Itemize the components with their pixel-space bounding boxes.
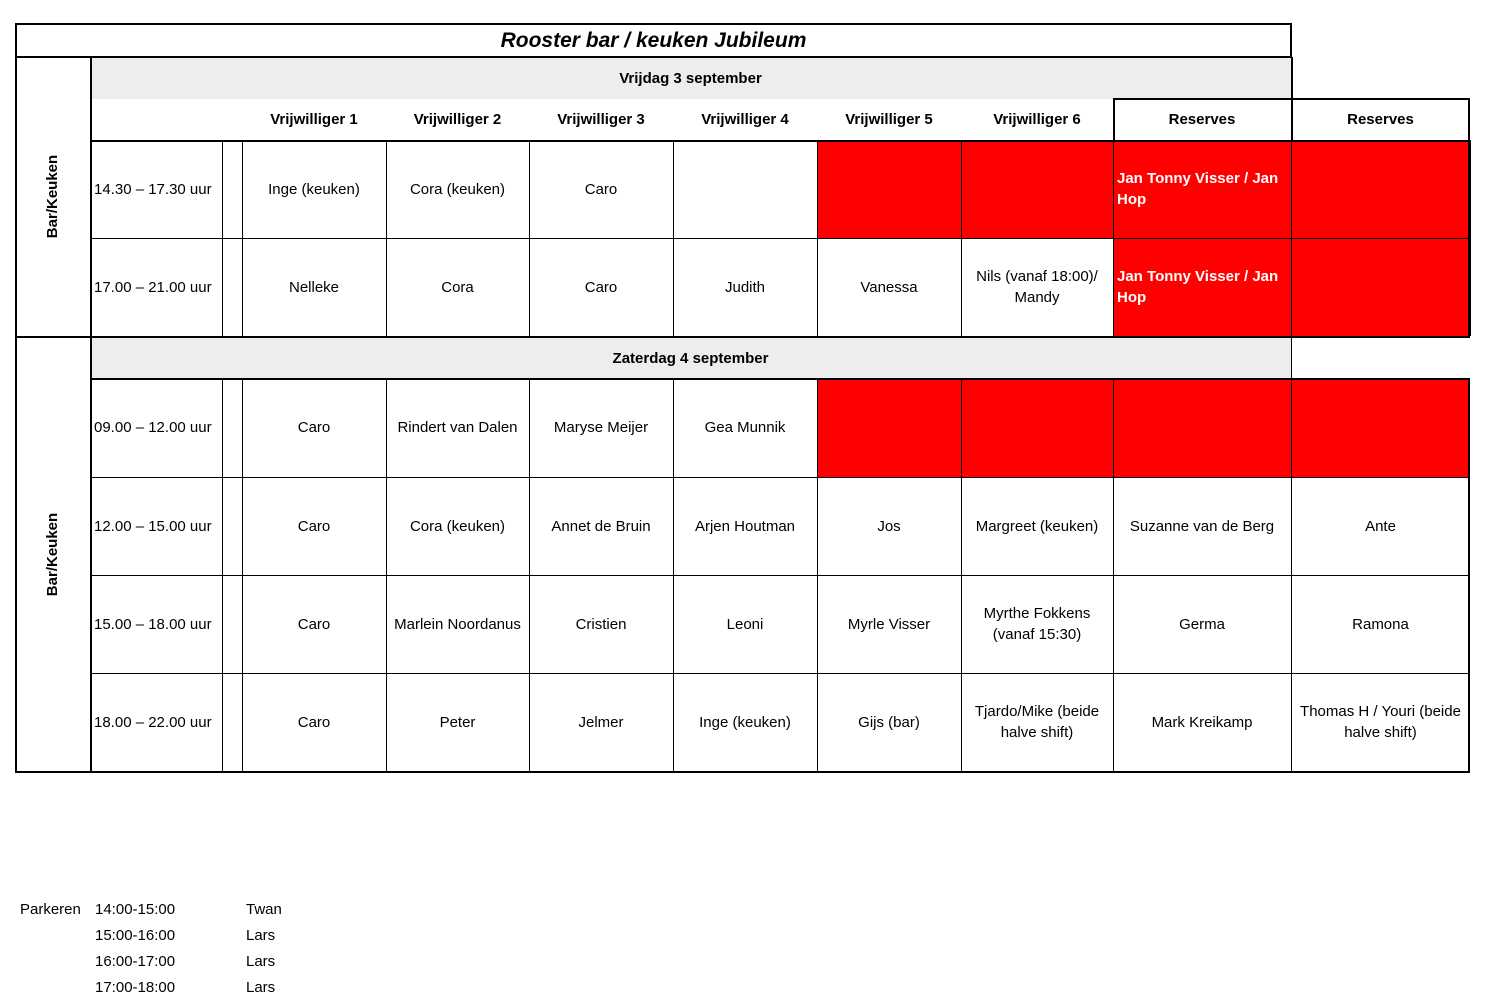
column-header — [1113, 99, 1291, 140]
time-slot-text: 17.00 – 21.00 uur — [94, 278, 212, 296]
day-header-saturday — [90, 338, 1291, 378]
shift-cell — [1113, 477, 1291, 575]
shift-cell — [386, 477, 529, 575]
grid-line — [529, 378, 530, 771]
shift-cell — [1291, 673, 1470, 771]
shift-cell-text: Rindert van Dalen — [397, 419, 518, 436]
shift-cell-text: Caro — [297, 615, 331, 633]
shift-cell-text: Caro — [584, 278, 618, 296]
grid-line — [961, 140, 962, 336]
grid-line — [529, 140, 530, 336]
grid-line — [1113, 98, 1115, 140]
shift-cell-text: Margreet (keuken) — [975, 517, 1099, 535]
shift-cell — [1113, 575, 1291, 673]
shift-cell — [673, 378, 817, 477]
shift-cell-text: Tjardo/Mike (beide halve shift) — [974, 703, 1100, 741]
shift-cell-text: Cora — [441, 278, 474, 296]
shift-cell — [961, 378, 1113, 477]
shift-cell — [673, 477, 817, 575]
grid-line — [222, 378, 223, 771]
shift-cell — [673, 140, 817, 238]
shift-cell-text: Leoni — [726, 615, 764, 633]
grid-line — [1291, 337, 1292, 771]
time-slot-text: 09.00 – 12.00 uur — [94, 419, 212, 436]
shift-cell-text: Thomas H / Youri (beide halve shift) — [1300, 703, 1461, 741]
shift-cell-text: Inge (keuken) — [268, 180, 360, 198]
grid-line — [817, 378, 818, 771]
grid-line — [15, 771, 1470, 773]
shift-cell — [386, 140, 529, 238]
shift-cell-text: Myrle Visser — [847, 615, 931, 633]
shift-cell — [817, 477, 961, 575]
grid-line — [961, 378, 962, 771]
parking-name: Lars — [246, 979, 276, 996]
shift-cell-text: Marlein Noordanus — [394, 615, 521, 633]
parking-name: Twan — [246, 901, 282, 918]
column-header — [1291, 99, 1470, 140]
grid-line — [242, 140, 243, 336]
grid-line — [90, 238, 1470, 239]
shift-cell — [1113, 238, 1291, 336]
shift-cell — [1113, 673, 1291, 771]
parking-label: Parkeren — [20, 901, 81, 918]
shift-cell — [673, 238, 817, 336]
shift-cell-text: Caro — [297, 517, 331, 535]
grid-line — [90, 140, 1470, 142]
shift-cell — [242, 673, 386, 771]
side-label-text: Bar/Keuken — [44, 512, 61, 596]
side-label — [15, 337, 90, 771]
column-header — [961, 99, 1113, 140]
shift-cell — [242, 477, 386, 575]
shift-cell-text: Caro — [584, 180, 618, 198]
day-header-friday-text: Vrijdag 3 september — [619, 70, 762, 87]
grid-line — [242, 378, 243, 771]
shift-cell — [529, 575, 673, 673]
grid-line — [1291, 140, 1292, 336]
shift-cell — [1291, 378, 1470, 477]
shift-cell — [1113, 378, 1291, 477]
shift-cell-text: Myrthe Fokkens (vanaf 15:30) — [983, 605, 1091, 643]
shift-cell — [817, 378, 961, 477]
day-header-friday — [90, 58, 1291, 99]
shift-cell — [529, 238, 673, 336]
shift-cell-text: Jelmer — [578, 713, 624, 731]
parking-name: Lars — [246, 953, 276, 970]
grid-line — [1468, 98, 1470, 338]
column-header — [529, 99, 673, 140]
column-header-text: Vrijwilliger 5 — [845, 111, 933, 128]
column-header — [817, 99, 961, 140]
shift-cell-text: Jan Tonny Visser / Jan Hop — [1117, 268, 1279, 306]
shift-cell-text: Judith — [724, 278, 766, 296]
shift-cell-text: Germa — [1179, 615, 1225, 633]
column-header-text: Vrijwilliger 4 — [701, 111, 789, 128]
grid-line — [1113, 140, 1114, 336]
shift-cell — [242, 140, 386, 238]
shift-cell-text: Ramona — [1352, 615, 1409, 633]
time-slot-text: 12.00 – 15.00 uur — [94, 517, 212, 535]
shift-cell — [673, 673, 817, 771]
shift-cell — [1291, 575, 1470, 673]
shift-cell-text: Jan Tonny Visser / Jan Hop — [1117, 170, 1279, 208]
time-slot — [90, 673, 222, 771]
shift-cell — [529, 140, 673, 238]
shift-cell-text: Cora (keuken) — [409, 180, 506, 198]
parking-time: 15:00-16:00 — [95, 927, 176, 944]
grid-line — [386, 140, 387, 336]
shift-cell-text: Cristien — [575, 615, 627, 633]
column-header — [242, 99, 386, 140]
shift-cell-text: Annet de Bruin — [551, 517, 651, 535]
shift-cell-text: Caro — [297, 713, 331, 731]
column-header-text: Reserves — [1347, 111, 1414, 128]
parking-time: 16:00-17:00 — [95, 953, 176, 970]
shift-cell — [961, 238, 1113, 336]
shift-cell — [529, 673, 673, 771]
parking-name: Lars — [246, 927, 276, 944]
column-header-text: Vrijwilliger 6 — [993, 111, 1081, 128]
grid-line — [673, 140, 674, 336]
title-text: Rooster bar / keuken Jubileum — [500, 28, 807, 52]
grid-line — [817, 140, 818, 336]
grid-line — [1113, 378, 1114, 771]
grid-line — [222, 140, 223, 336]
shift-cell — [817, 140, 961, 238]
time-slot — [90, 575, 222, 673]
time-slot-text: 15.00 – 18.00 uur — [94, 615, 212, 633]
shift-cell — [673, 575, 817, 673]
shift-cell — [961, 140, 1113, 238]
shift-cell — [386, 378, 529, 477]
parking-time: 17:00-18:00 — [95, 979, 176, 996]
shift-cell — [1291, 238, 1470, 336]
column-header-text: Vrijwilliger 3 — [557, 111, 645, 128]
shift-cell — [242, 378, 386, 477]
time-slot — [90, 477, 222, 575]
shift-cell — [529, 378, 673, 477]
parking-time: 14:00-15:00 — [95, 901, 176, 918]
shift-cell — [817, 673, 961, 771]
shift-cell — [242, 575, 386, 673]
column-header — [673, 99, 817, 140]
grid-line — [15, 336, 1470, 338]
grid-line — [90, 477, 1470, 478]
shift-cell-text: Ante — [1365, 517, 1396, 535]
grid-line — [90, 57, 92, 773]
grid-line — [1291, 57, 1293, 140]
grid-line — [90, 673, 1470, 674]
shift-cell-text: Nelleke — [288, 278, 340, 296]
shift-cell — [817, 575, 961, 673]
grid-line — [90, 575, 1470, 576]
shift-cell — [1291, 477, 1470, 575]
shift-cell — [242, 238, 386, 336]
shift-cell — [961, 575, 1113, 673]
time-slot-text: 14.30 – 17.30 uur — [94, 180, 212, 198]
grid-line — [15, 57, 17, 773]
shift-cell — [1291, 140, 1470, 238]
shift-cell — [817, 238, 961, 336]
shift-cell — [386, 238, 529, 336]
shift-cell-text: Maryse Meijer — [553, 419, 649, 436]
shift-cell — [961, 477, 1113, 575]
shift-cell — [386, 575, 529, 673]
grid-line — [673, 378, 674, 771]
shift-cell — [1113, 140, 1291, 238]
side-label-text: Bar/Keuken — [44, 154, 61, 239]
column-header-text: Vrijwilliger 2 — [413, 111, 502, 128]
shift-cell-text: Arjen Houtman — [694, 517, 796, 535]
page-title — [15, 23, 1292, 58]
shift-cell-text: Nils (vanaf 18:00)/ Mandy — [976, 268, 1098, 306]
shift-cell — [961, 673, 1113, 771]
time-slot — [90, 378, 222, 477]
shift-cell-text: Vanessa — [860, 278, 918, 296]
time-slot-text: 18.00 – 22.00 uur — [94, 713, 212, 731]
grid-line — [386, 378, 387, 771]
shift-cell-text: Jos — [877, 517, 901, 535]
day-header-saturday-text: Zaterdag 4 september — [612, 349, 769, 367]
grid-line — [1468, 378, 1470, 771]
shift-cell-text: Mark Kreikamp — [1151, 713, 1253, 731]
shift-cell-text: Caro — [297, 419, 331, 436]
shift-cell-text: Cora (keuken) — [409, 517, 506, 535]
grid-line — [90, 378, 1470, 380]
shift-cell-text: Peter — [439, 713, 476, 731]
column-header-text: Reserves — [1168, 111, 1236, 128]
shift-cell-text: Suzanne van de Berg — [1129, 517, 1275, 535]
time-slot — [90, 238, 222, 336]
shift-cell — [386, 673, 529, 771]
shift-cell-text: Gea Munnik — [704, 419, 786, 436]
side-label — [15, 57, 90, 336]
column-header — [386, 99, 529, 140]
shift-cell-text: Inge (keuken) — [699, 713, 791, 731]
shift-cell-text: Gijs (bar) — [858, 713, 920, 731]
time-slot — [90, 140, 222, 238]
column-header-text: Vrijwilliger 1 — [270, 111, 358, 128]
grid-line — [1470, 140, 1471, 336]
shift-cell — [529, 477, 673, 575]
